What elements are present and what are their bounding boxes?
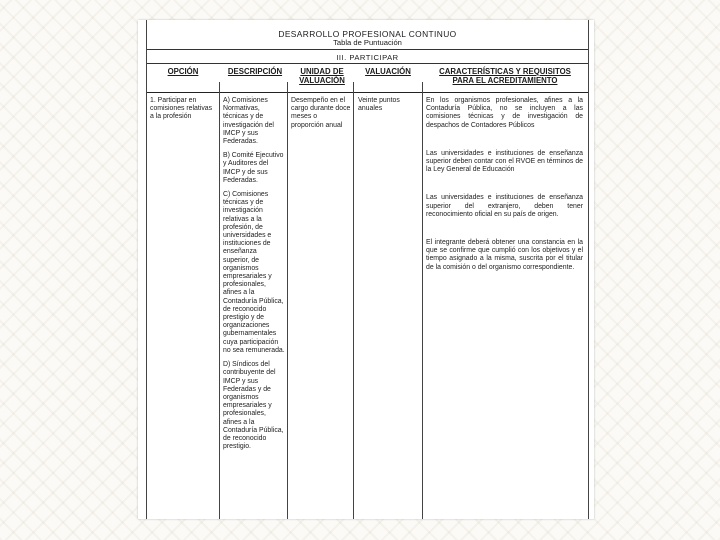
descripcion-item-a: A) Comisiones Normativas, técnicas y de investigación del IMCP y sus Federadas. bbox=[223, 97, 274, 146]
section-divider bbox=[147, 63, 588, 64]
descripcion-item-d: D) Síndicos del contribuyente del IMCP y sus Federadas y de organismos empresariales y profesionales, afines a la Contaduría Pública, de reconocido prestigio. bbox=[223, 361, 284, 451]
section-title: III. PARTICIPAR bbox=[336, 53, 399, 62]
cell-opcion: 1. Participar en comisiones relativas a la profesión bbox=[150, 97, 213, 121]
column-header-caracteristicas: CARACTERÍSTICAS Y REQUISITOS PARA EL ACREDITAMIENTO bbox=[439, 67, 571, 85]
score-table bbox=[146, 20, 589, 519]
document-title: DESARROLLO PROFESIONAL CONTINUO bbox=[278, 29, 457, 39]
document-subtitle: Tabla de Puntuación bbox=[333, 38, 402, 47]
cell-unidad: Desempeño en el cargo durante doce meses o proporción anual bbox=[291, 97, 351, 129]
column-header-valuacion: VALUACIÓN bbox=[365, 67, 411, 76]
column-header-unidad: UNIDAD DE VALUACIÓN bbox=[299, 67, 345, 85]
requisito-item: El integrante deberá obtener una constancia en la que se confirme que cumplió con los objetivos y el tiempo asignado a la misma, suscrita por el titular de la comisión o del organismo correspondiente. bbox=[426, 239, 583, 271]
header-divider bbox=[147, 92, 588, 93]
document-page bbox=[138, 20, 594, 519]
column-header-descripcion: DESCRIPCIÓN bbox=[227, 67, 283, 76]
column-divider bbox=[353, 82, 354, 519]
column-divider bbox=[287, 82, 288, 519]
column-divider bbox=[422, 82, 423, 519]
descripcion-item-b: B) Comité Ejecutivo y Auditores del IMCP y de sus Federadas. bbox=[223, 152, 284, 184]
cell-caracteristicas bbox=[426, 97, 583, 292]
cell-valuacion: Veinte puntos anuales bbox=[358, 97, 400, 113]
column-header-opcion: OPCIÓN bbox=[167, 67, 199, 76]
requisito-item: En los organismos profesionales, afines a la Contaduría Pública, no se incluyen a las comisiones técnicas y de investigación de despachos de Contadores Públicos bbox=[426, 97, 583, 129]
descripcion-item-c: C) Comisiones técnicas y de investigación relativas a la profesión, de universidades e instituciones de enseñanza superior, de organismos empresariales y profesionales, afines a la Contaduría Pública, de reconocido prestigio y de organizaciones gubernamentales cuya participación no sea remunerada. bbox=[223, 191, 285, 354]
title-divider bbox=[147, 49, 588, 50]
requisito-item: Las universidades e instituciones de enseñanza superior deben contar con el RVOE en términos de la Ley General de Educación bbox=[426, 149, 583, 174]
column-divider bbox=[219, 82, 220, 519]
cell-descripcion bbox=[223, 97, 285, 457]
requisito-item: Las universidades e instituciones de enseñanza superior del extranjero, deben tener reconocimiento oficial en su país de origen. bbox=[426, 194, 583, 218]
